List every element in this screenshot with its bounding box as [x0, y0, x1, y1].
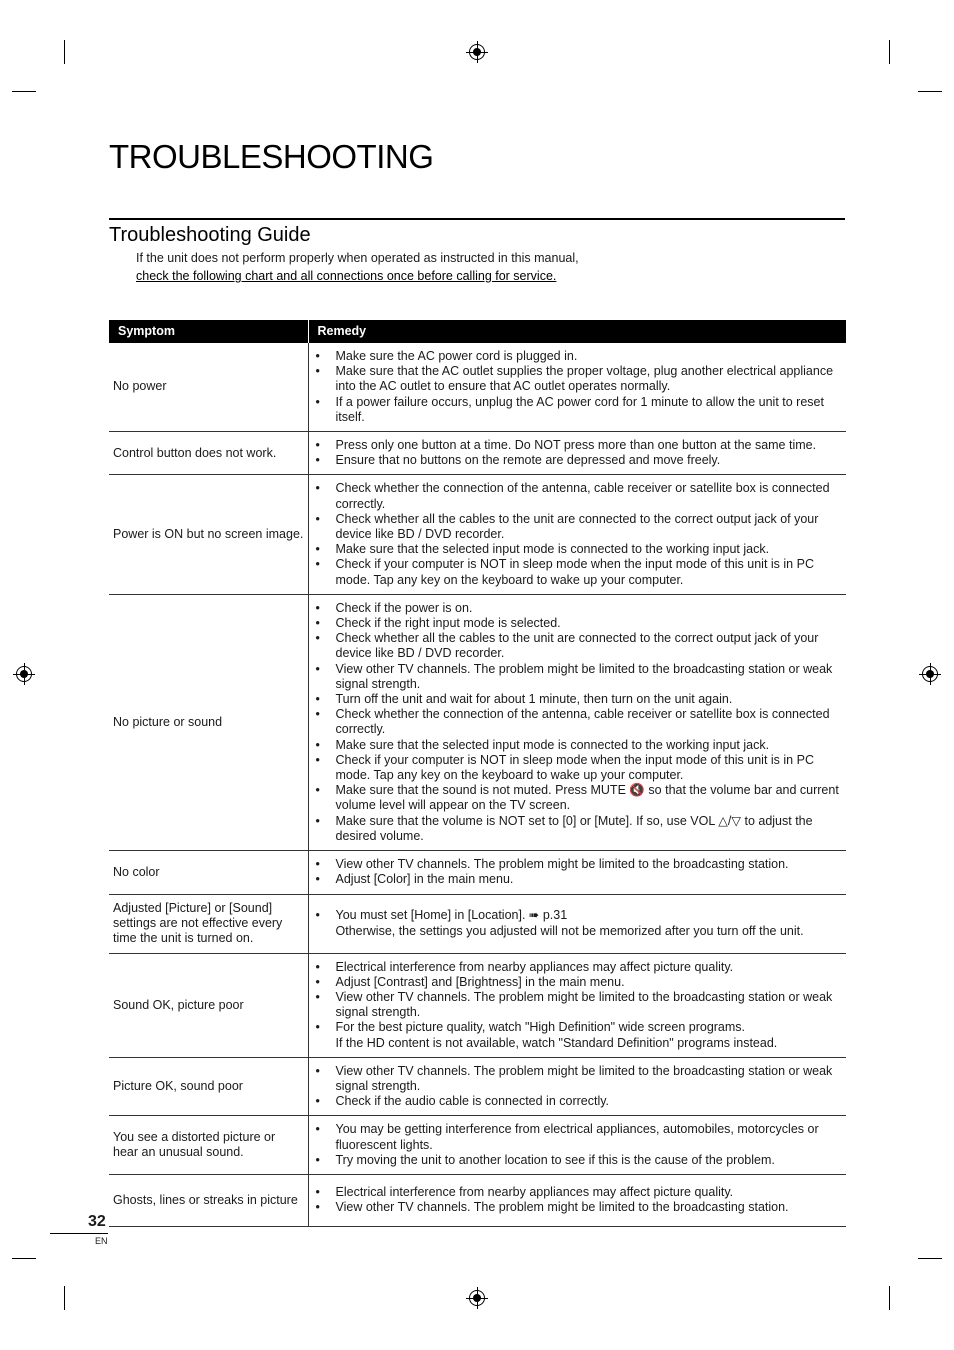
remedy-list [313, 1185, 841, 1215]
table-row [109, 953, 846, 1057]
troubleshooting-table [109, 320, 846, 1227]
page-number-rule [50, 1233, 108, 1234]
crop-mark [889, 40, 890, 64]
remedy-item: • View other TV channels. The problem might be limited to the broadcasting station or weak signal strength. [313, 1064, 841, 1094]
remedy-item: • Adjust [Color] in the main menu. [313, 872, 841, 887]
crop-mark [12, 1258, 36, 1259]
symptom-cell: Control button does not work. [109, 432, 308, 475]
symptom-cell: No power [109, 343, 308, 432]
table-row [109, 343, 846, 432]
remedy-list [313, 349, 841, 425]
remedy-list [313, 481, 841, 587]
table-row [109, 432, 846, 475]
remedy-item: • Check whether all the cables to the unit are connected to the correct output jack of your device like BD / DVD recorder. [313, 512, 841, 542]
remedy-cell [308, 851, 846, 894]
intro-instruction: check the following chart and all connections once before calling for service. [136, 269, 557, 283]
table-row [109, 851, 846, 894]
remedy-item: • Make sure that the selected input mode is connected to the working input jack. [313, 542, 841, 557]
remedy-item: • Ensure that no buttons on the remote are depressed and move freely. [313, 453, 841, 468]
crop-mark [918, 91, 942, 92]
remedy-item: • View other TV channels. The problem might be limited to the broadcasting station or weak signal strength. [313, 990, 841, 1020]
remedy-item: • Adjust [Contrast] and [Brightness] in the main menu. [313, 975, 841, 990]
table-row [109, 894, 846, 953]
table-row [109, 1116, 846, 1175]
remedy-list [313, 1064, 841, 1110]
registration-mark-icon [469, 44, 485, 60]
remedy-item: • Check if your computer is NOT in sleep mode when the input mode of this unit is in PC mode. Tap any key on the keyboard to wake up your computer. [313, 753, 841, 783]
remedy-item: • Check if your computer is NOT in sleep mode when the input mode of this unit is in PC mode. Tap any key on the keyboard to wake up your computer. [313, 557, 841, 587]
remedy-list [313, 908, 841, 938]
table-row [109, 1057, 846, 1116]
remedy-cell [308, 432, 846, 475]
remedy-list [313, 601, 841, 844]
remedy-item: • Make sure that the sound is not muted. Press MUTE 🔇 so that the volume bar and current volume level will appear on the TV screen. [313, 783, 841, 813]
remedy-item: • If a power failure occurs, unplug the AC power cord for 1 minute to allow the unit to reset itself. [313, 395, 841, 425]
crop-mark [918, 1258, 942, 1259]
symptom-cell: Picture OK, sound poor [109, 1057, 308, 1116]
crop-mark [12, 91, 36, 92]
intro-text: If the unit does not perform properly when operated as instructed in this manual, [136, 251, 579, 265]
remedy-cell [308, 475, 846, 594]
table-row [109, 594, 846, 850]
symptom-cell: Sound OK, picture poor [109, 953, 308, 1057]
page-language: EN [95, 1236, 108, 1246]
remedy-list [313, 1122, 841, 1168]
page-number: 32 [88, 1213, 106, 1230]
remedy-item: • Try moving the unit to another location to see if this is the cause of the problem. [313, 1153, 841, 1168]
remedy-item: • Check if the power is on. [313, 601, 841, 616]
table-row [109, 475, 846, 594]
symptom-cell: Adjusted [Picture] or [Sound] settings are not effective every time the unit is turned on. [109, 894, 308, 953]
symptom-column-header: Symptom [109, 320, 308, 343]
remedy-cell [308, 953, 846, 1057]
remedy-item: • Check whether the connection of the antenna, cable receiver or satellite box is connected correctly. [313, 481, 841, 511]
remedy-cell [308, 594, 846, 850]
remedy-item: • View other TV channels. The problem might be limited to the broadcasting station or weak signal strength. [313, 662, 841, 692]
registration-mark-icon [16, 666, 32, 682]
title-rule [109, 218, 845, 220]
remedy-item: • Check whether the connection of the antenna, cable receiver or satellite box is connected correctly. [313, 707, 841, 737]
remedy-item: • Press only one button at a time. Do NOT press more than one button at the same time. [313, 438, 841, 453]
remedy-item: • Make sure that the volume is NOT set to [0] or [Mute]. If so, use VOL △/▽ to adjust the desired volume. [313, 814, 841, 844]
registration-mark-icon [469, 1290, 485, 1306]
remedy-cell [308, 1116, 846, 1175]
remedy-cell [308, 1174, 846, 1226]
symptom-cell: Ghosts, lines or streaks in picture [109, 1174, 308, 1226]
remedy-item: • You may be getting interference from electrical appliances, automobiles, motorcycles or fluorescent lights. [313, 1122, 841, 1152]
remedy-list [313, 857, 841, 887]
remedy-item: • View other TV channels. The problem might be limited to the broadcasting station. [313, 857, 841, 872]
remedy-list [313, 438, 841, 468]
remedy-item: • View other TV channels. The problem might be limited to the broadcasting station. [313, 1200, 841, 1215]
remedy-item: • Make sure that the selected input mode is connected to the working input jack. [313, 738, 841, 753]
crop-mark [889, 1286, 890, 1310]
remedy-item: • Check if the right input mode is selected. [313, 616, 841, 631]
remedy-item: • Check whether all the cables to the unit are connected to the correct output jack of your device like BD / DVD recorder. [313, 631, 841, 661]
crop-mark [64, 40, 65, 64]
table-row [109, 1174, 846, 1226]
remedy-item: • For the best picture quality, watch "High Definition" wide screen programs. If the HD content is not available, watch "Standard Definition" programs instead. [313, 1020, 841, 1050]
remedy-cell [308, 343, 846, 432]
page-title: TROUBLESHOOTING [109, 138, 434, 175]
remedy-cell [308, 894, 846, 953]
remedy-item: • Make sure that the AC outlet supplies the proper voltage, plug another electrical appliance into the AC outlet to ensure that AC outlet operates normally. [313, 364, 841, 394]
remedy-item: • You must set [Home] in [Location]. ➠ p.31 Otherwise, the settings you adjusted will not be memorized after you turn off the unit. [313, 908, 841, 938]
section-title: Troubleshooting Guide [109, 224, 311, 246]
symptom-cell: You see a distorted picture or hear an unusual sound. [109, 1116, 308, 1175]
remedy-item: • Check if the audio cable is connected in correctly. [313, 1094, 841, 1109]
remedy-cell [308, 1057, 846, 1116]
remedy-list [313, 960, 841, 1051]
symptom-cell: No color [109, 851, 308, 894]
remedy-column-header: Remedy [308, 320, 846, 343]
remedy-item: • Turn off the unit and wait for about 1 minute, then turn on the unit again. [313, 692, 841, 707]
table-header-row [109, 320, 846, 343]
symptom-cell: Power is ON but no screen image. [109, 475, 308, 594]
remedy-item: • Electrical interference from nearby appliances may affect picture quality. [313, 1185, 841, 1200]
registration-mark-icon [922, 666, 938, 682]
crop-mark [64, 1286, 65, 1310]
remedy-item: • Electrical interference from nearby appliances may affect picture quality. [313, 960, 841, 975]
symptom-cell: No picture or sound [109, 594, 308, 850]
remedy-item: • Make sure the AC power cord is plugged in. [313, 349, 841, 364]
